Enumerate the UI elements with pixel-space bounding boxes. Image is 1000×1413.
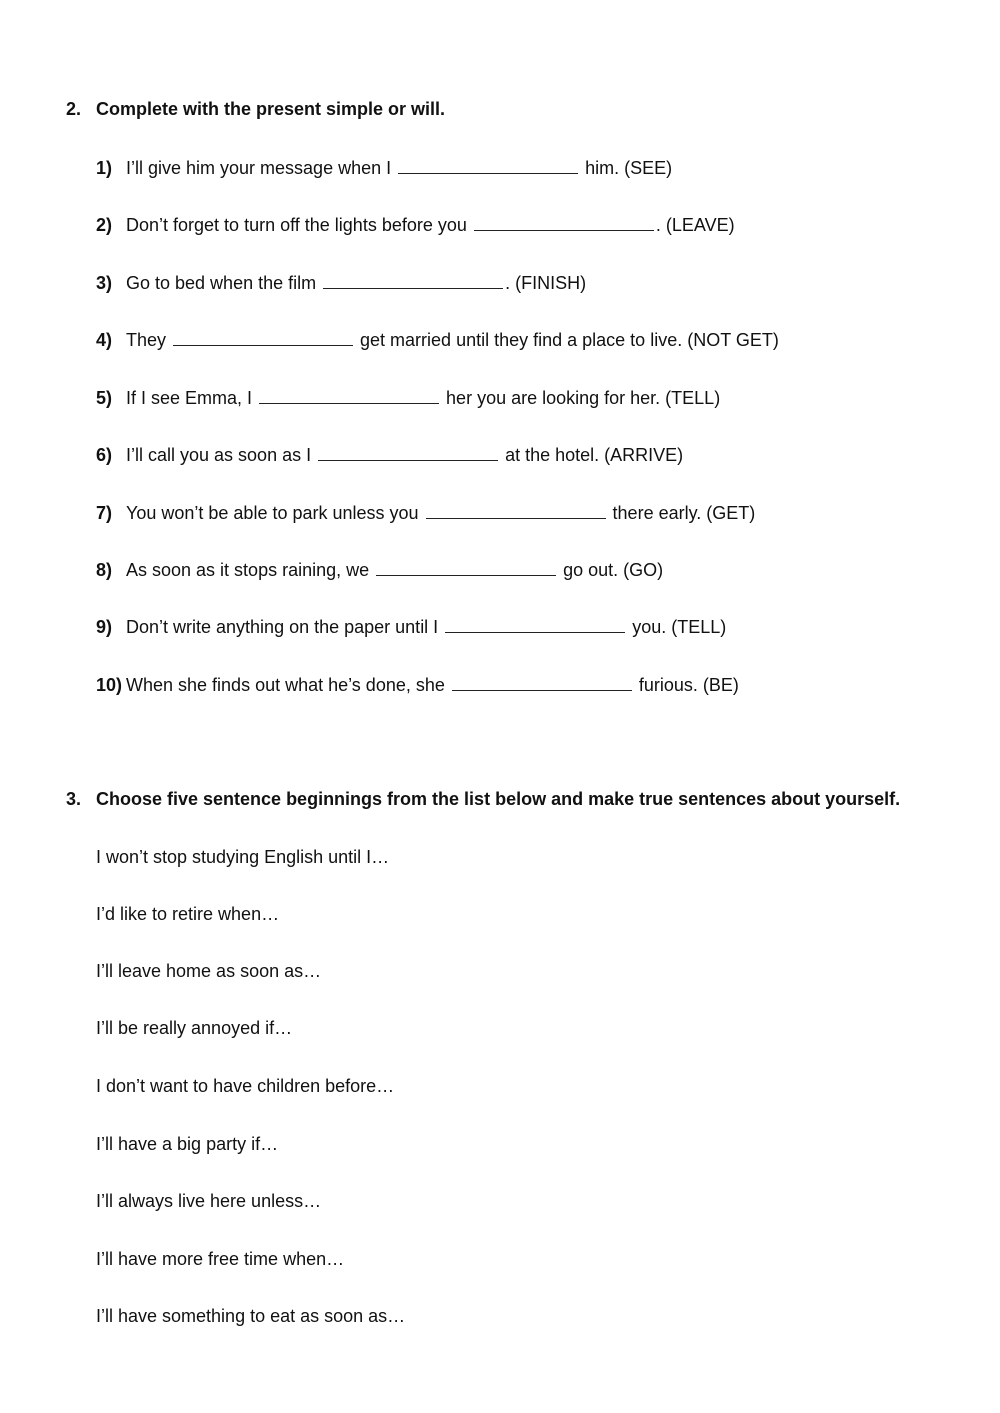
sentence-beginning: I’ll have something to eat as soon as…: [96, 1306, 406, 1326]
answer-blank[interactable]: [398, 155, 578, 174]
item-text-before: If I see Emma, I: [126, 388, 258, 408]
item-text-after: there early. (GET): [607, 503, 756, 523]
item-text-before: I’ll call you as soon as I: [126, 445, 317, 465]
item-text-after: him. (SEE): [580, 158, 673, 178]
exercise-item: [96, 500, 755, 525]
item-text-after: her you are looking for her. (TELL): [441, 388, 721, 408]
sentence-beginning: I’ll be really annoyed if…: [96, 1018, 293, 1038]
item-number: 10): [96, 675, 123, 695]
item-text-before: Don’t forget to turn off the lights before you: [126, 215, 472, 235]
exercise-item: [96, 672, 739, 697]
item-text-before: When she finds out what he’s done, she: [126, 675, 450, 695]
sentence-beginning: I’ll leave home as soon as…: [96, 961, 322, 981]
item-text-after: . (FINISH): [505, 273, 587, 293]
sentence-beginning: I’ll have more free time when…: [96, 1249, 345, 1269]
answer-blank[interactable]: [323, 270, 503, 289]
item-text-before: I’ll give him your message when I: [126, 158, 397, 178]
item-text-after: go out. (GO): [558, 560, 664, 580]
exercise-item: [96, 385, 720, 410]
answer-blank[interactable]: [259, 385, 439, 404]
section-2-heading: [66, 97, 445, 121]
section-3-heading: [66, 787, 900, 811]
item-text-after: furious. (BE): [633, 675, 739, 695]
item-text-after: . (LEAVE): [655, 215, 735, 235]
item-text-after: at the hotel. (ARRIVE): [500, 445, 684, 465]
section-3-number: 3.: [66, 789, 82, 809]
answer-blank[interactable]: [474, 212, 654, 231]
item-number: 3): [96, 273, 113, 293]
item-text-before: Go to bed when the film: [126, 273, 322, 293]
item-text-before: As soon as it stops raining, we: [126, 560, 375, 580]
sentence-beginning: I’d like to retire when…: [96, 904, 280, 924]
exercise-item: [96, 155, 672, 180]
section-2-title: Complete with the present simple or will.: [96, 99, 446, 119]
item-text-after: you. (TELL): [627, 617, 727, 637]
exercise-item: [96, 442, 683, 467]
exercise-item: [96, 557, 663, 582]
answer-blank[interactable]: [452, 672, 632, 691]
item-text-before: You won’t be able to park unless you: [126, 503, 424, 523]
item-number: 5): [96, 388, 113, 408]
item-text-after: get married until they find a place to live. (NOT GET): [355, 330, 779, 350]
item-number: 8): [96, 560, 113, 580]
item-text-before: They: [126, 330, 172, 350]
exercise-item: [96, 212, 735, 237]
sentence-beginning: I’ll have a big party if…: [96, 1134, 279, 1154]
sentence-beginning: I won’t stop studying English until I…: [96, 847, 390, 867]
exercise-item: [96, 327, 779, 352]
item-number: 6): [96, 445, 113, 465]
answer-blank[interactable]: [426, 500, 606, 519]
item-text-before: Don’t write anything on the paper until I: [126, 617, 444, 637]
item-number: 4): [96, 330, 113, 350]
exercise-item: [96, 614, 726, 639]
sentence-beginning: I don’t want to have children before…: [96, 1076, 395, 1096]
answer-blank[interactable]: [318, 442, 498, 461]
section-3-title: Choose five sentence beginnings from the list below and make true sentences about yourself.: [96, 789, 901, 809]
answer-blank[interactable]: [173, 327, 353, 346]
answer-blank[interactable]: [376, 557, 556, 576]
answer-blank[interactable]: [445, 614, 625, 633]
item-number: 1): [96, 158, 113, 178]
section-2-number: 2.: [66, 99, 82, 119]
exercise-item: [96, 270, 586, 295]
item-number: 7): [96, 503, 113, 523]
item-number: 2): [96, 215, 113, 235]
sentence-beginning: I’ll always live here unless…: [96, 1191, 322, 1211]
item-number: 9): [96, 617, 113, 637]
